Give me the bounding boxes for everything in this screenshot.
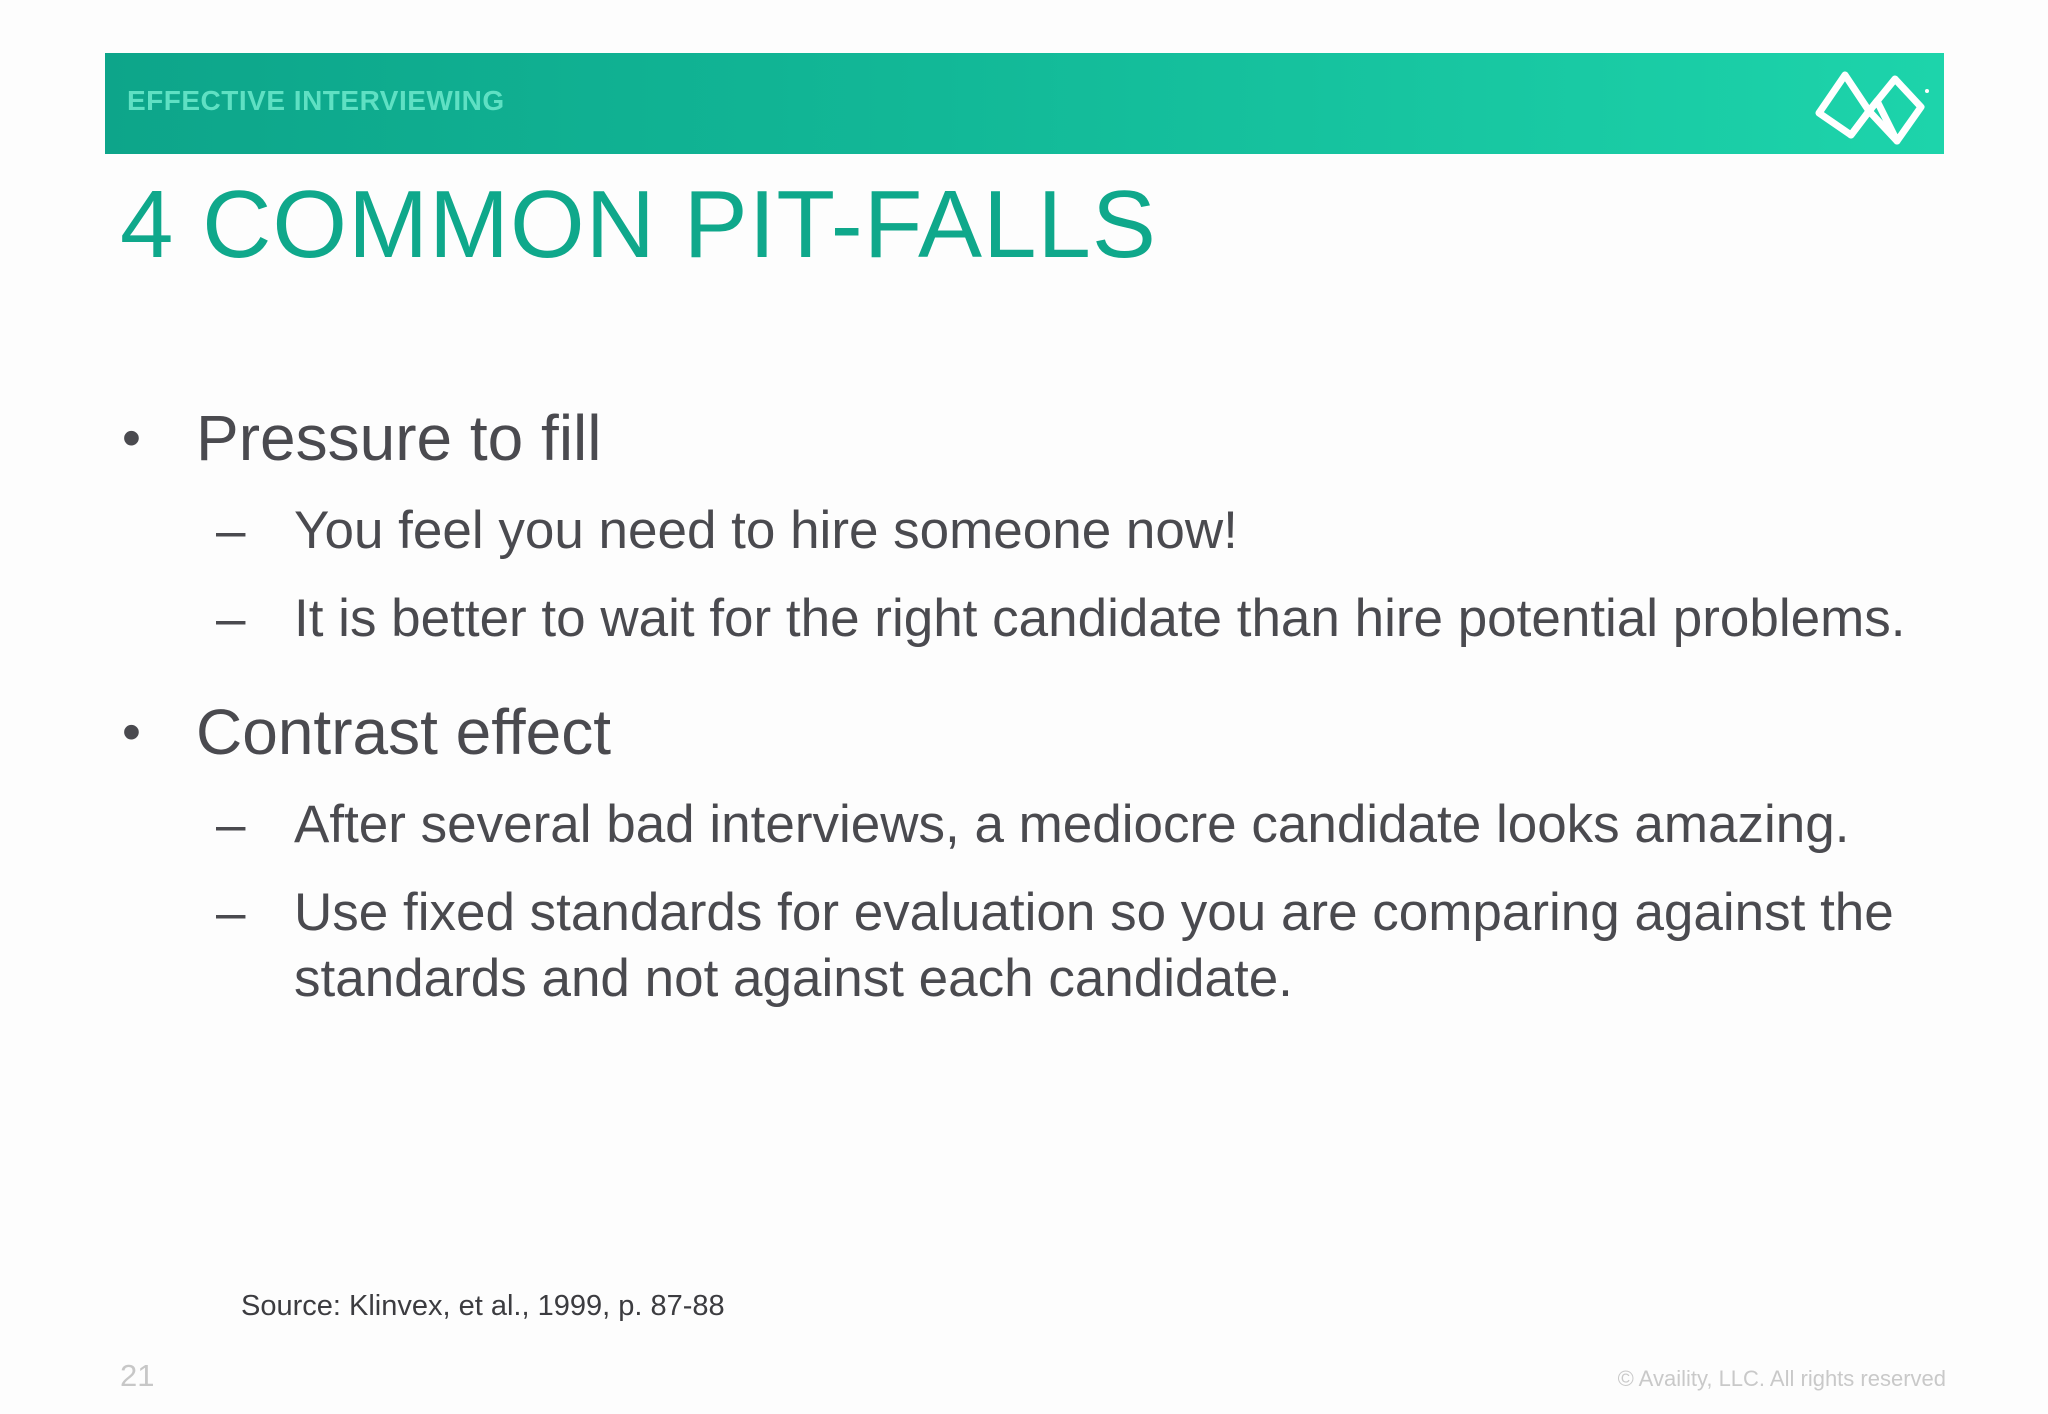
bullet-item bbox=[120, 400, 1940, 476]
sub-bullet-text: You feel you need to hire someone now! bbox=[294, 501, 1238, 560]
bullet-group-contrast bbox=[120, 694, 1940, 1012]
sub-bullet-text: It is better to wait for the right candidate than hire potential problems. bbox=[294, 589, 1906, 648]
header-band bbox=[105, 53, 1944, 154]
source-citation: Source: Klinvex, et al., 1999, p. 87-88 bbox=[241, 1290, 725, 1322]
sub-bullet-text: After several bad interviews, a mediocre candidate looks amazing. bbox=[294, 795, 1850, 854]
page-number: 21 bbox=[120, 1358, 155, 1393]
sub-bullet-item bbox=[120, 792, 2044, 858]
availity-logo-icon bbox=[1811, 61, 1931, 151]
bullet-item bbox=[120, 694, 1940, 770]
sub-bullet-text: Use fixed standards for evaluation so you are comparing against the standards and not against each candidate. bbox=[294, 883, 1894, 1008]
sub-bullet-item bbox=[120, 586, 2044, 652]
dash-marker: – bbox=[216, 883, 246, 942]
bullet-marker: • bbox=[122, 408, 141, 468]
dash-marker: – bbox=[216, 795, 246, 854]
bullet-marker: • bbox=[122, 702, 141, 762]
bullet-list bbox=[120, 400, 1940, 1012]
bullet-text: Pressure to fill bbox=[196, 402, 602, 474]
bullet-group-pressure bbox=[120, 400, 1940, 652]
sub-bullet-item bbox=[120, 880, 2044, 1012]
slide-title: 4 COMMON PIT-FALLS bbox=[120, 171, 1157, 278]
dash-marker: – bbox=[216, 589, 246, 648]
header-label: EFFECTIVE INTERVIEWING bbox=[127, 85, 505, 116]
dash-marker: – bbox=[216, 501, 246, 560]
bullet-text: Contrast effect bbox=[196, 696, 612, 768]
copyright-notice: © Availity, LLC. All rights reserved bbox=[1617, 1366, 1946, 1391]
sub-bullet-item bbox=[120, 498, 2044, 564]
